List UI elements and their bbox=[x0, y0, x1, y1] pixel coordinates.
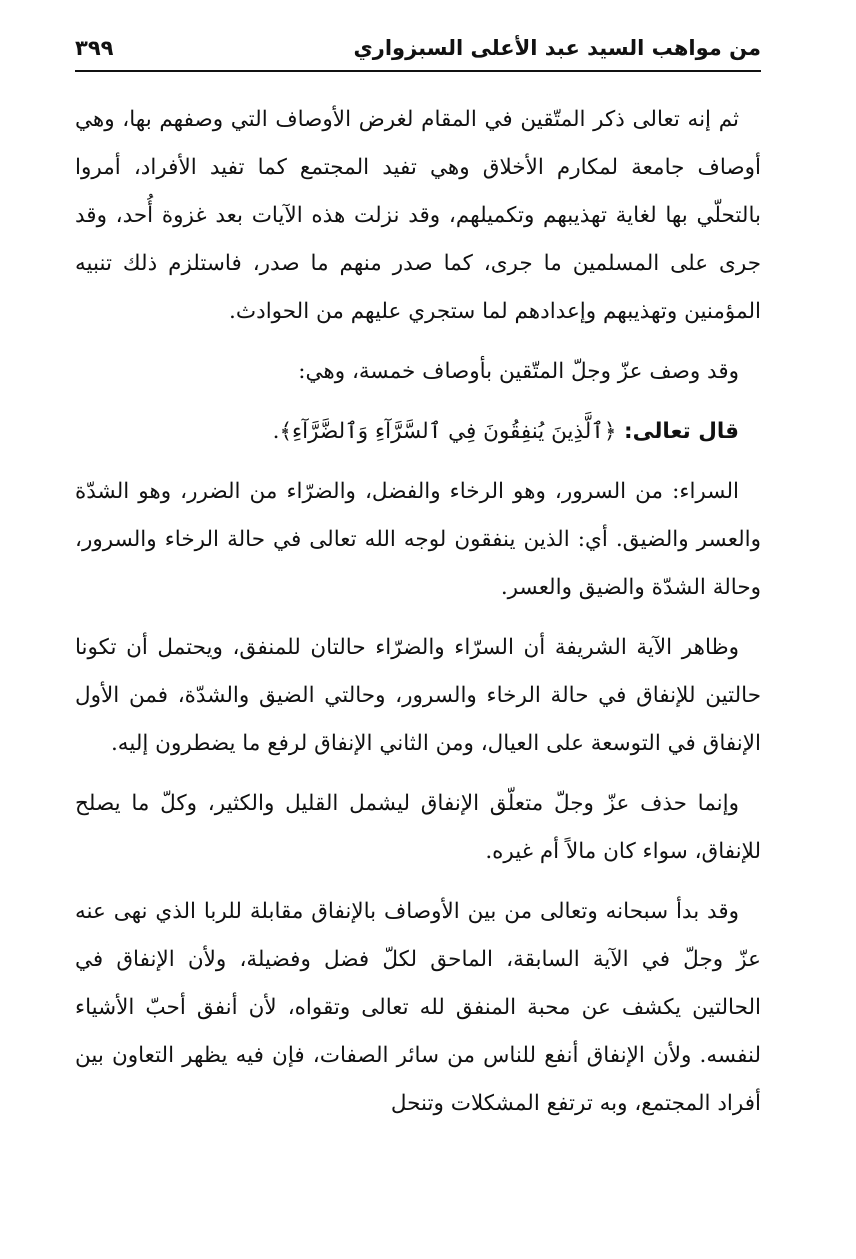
header-rule bbox=[75, 70, 761, 72]
paragraph-five-traits: وقد وصف عزّ وجلّ المتّقين بأوصاف خمسة، وهي: bbox=[298, 359, 739, 384]
paragraph-intro: ثم إنه تعالى ذكر المتّقين في المقام لغرض الأوصاف التي وصفهم بها، وهي أوصاف جامعة لمكارم الأخلاق وهي تفيد المجتمع كما تفيد الأفراد، أمروا بالتحلّي بها لغاية تهذيبهم وتكميلهم، وقد نزلت هذه الآيات بعد غزوة أُحد، وقد جرى على المسلمين ما جرى، كما صدر منهم ما صدر، فاستلزم ذلك تنبيه المؤمنين وتهذيبهم وإعدادهم لما ستجري عليهم من الحوادث. bbox=[75, 107, 761, 324]
book-title: من مواهب السيد عبد الأعلى السبزواري bbox=[353, 36, 761, 60]
verse-quote bbox=[75, 408, 761, 456]
paragraph-omission: وإنما حذف عزّ وجلّ متعلّق الإنفاق ليشمل القليل والكثير، وكلّ ما يصلح للإنفاق، سواء كان مالاً أم غيره. bbox=[75, 791, 761, 864]
running-header bbox=[75, 30, 761, 66]
page-body bbox=[75, 96, 761, 1140]
paragraph-definition: السراء: من السرور، وهو الرخاء والفضل، والضرّاء من الضرر، وهو الشدّة والعسر والضيق. أي: الذين ينفقون لوجه الله تعالى في حالة الرخاء والسرور، وحالة الشدّة والضيق والعسر. bbox=[75, 479, 761, 600]
verse-text: ﴿ٱلَّذِينَ يُنفِقُونَ فِي ٱلسَّرَّآءِ وَٱلضَّرَّآءِ﴾. bbox=[272, 419, 617, 444]
page-number: ٣٩٩ bbox=[75, 36, 114, 60]
verse-lead: قال تعالى: bbox=[624, 419, 739, 444]
paragraph-interpretation: وظاهر الآية الشريفة أن السرّاء والضرّاء حالتان للمنفق، ويحتمل أن تكونا حالتين للإنفاق في حالة الرخاء والسرور، وحالتي الضيق والشدّة، فمن الأول الإنفاق في التوسعة على العيال، ومن الثاني الإنفاق لرفع ما يضطرون إليه. bbox=[75, 635, 761, 756]
paragraph-spending: وقد بدأ سبحانه وتعالى من بين الأوصاف بالإنفاق مقابلة للربا الذي نهى عنه عزّ وجلّ في الآية السابقة، الماحق لكلّ فضل وفضيلة، ولأن الإنفاق في الحالتين يكشف عن محبة المنفق لله تعالى وتقواه، لأن أنفق أحبّ الأشياء لنفسه. ولأن الإنفاق أنفع للناس من سائر الصفات، فإن فيه يظهر التعاون بين أفراد المجتمع، وبه ترتفع المشكلات وتنحل bbox=[75, 899, 761, 1116]
